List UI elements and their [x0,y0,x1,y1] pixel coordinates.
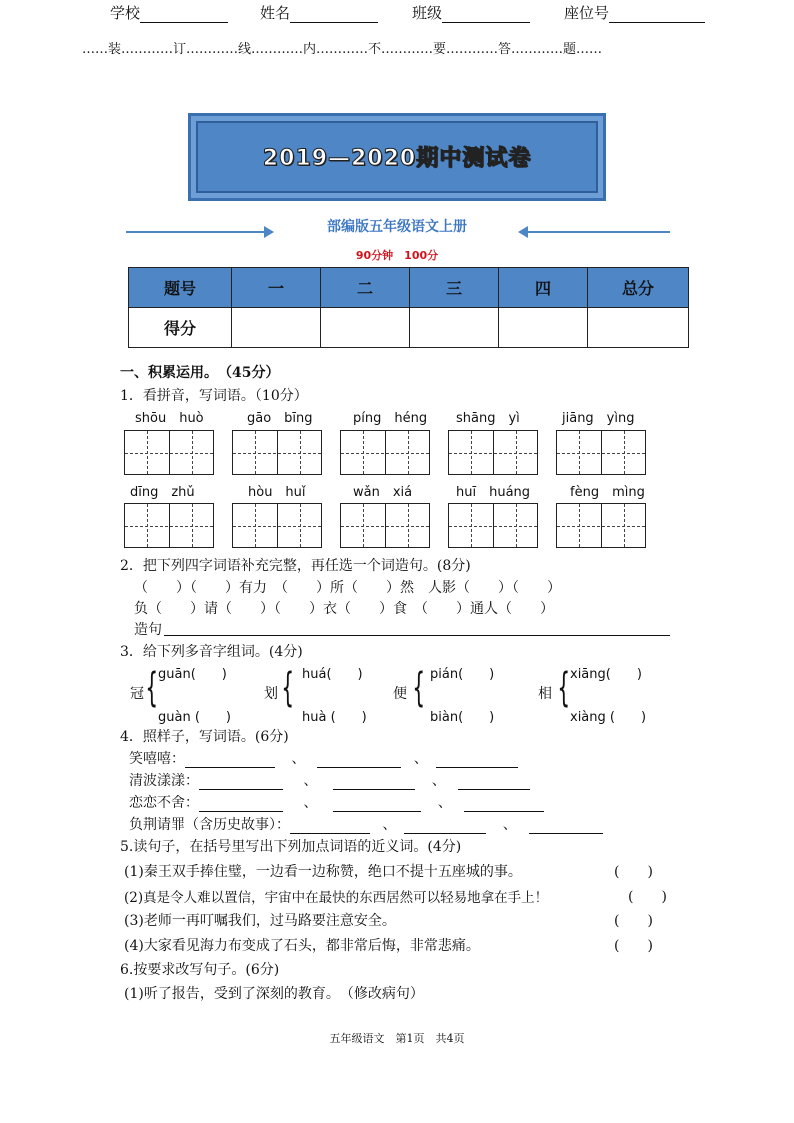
writing-grid[interactable] [556,503,646,548]
question-4: 4．照样子，写词语。(6分) [120,729,289,745]
table-header-cell: 四 [499,268,588,308]
table-header-cell: 题号 [129,268,232,308]
score-row [129,308,689,348]
q2-sentence-label: 造句 [134,622,162,638]
question-2: 2．把下列四字词语补充完整，再任选一个词造句。(8分) [120,558,471,574]
pinyin: fèng mìng [570,485,645,500]
section-1-title: 一、积累运用。 （45分） [120,365,280,381]
polyphone-bottom: huà ( ) [302,710,367,725]
table-header-cell: 三 [410,268,499,308]
writing-grid[interactable] [232,503,322,548]
pinyin: dīng zhǔ [130,485,195,500]
exam-title: 2019—2020期中测试卷 [262,146,532,171]
answer-blank[interactable] [199,775,283,790]
polyphone-top: guān( ) [158,667,227,682]
pinyin: huī huáng [456,485,531,500]
class-blank[interactable] [442,8,530,23]
separator: 、 [291,751,306,767]
score-cell[interactable] [588,308,689,348]
q2-line-2: 负（ ）请（ ）（ ）衣（ ）食 （ ）通人（ ） [134,601,554,617]
score-table [128,267,689,348]
class-label: 班级 [412,4,443,22]
question-5: 5.读句子，在括号里写出下列加点词语的近义词。(4分) [120,839,462,855]
q4-label: 笑嘻嘻： [129,751,185,767]
question-6: 6.按要求改写句子。(6分) [120,962,280,978]
seal-line: ……装…………订…………线…………内…………不…………要…………答…………题…… [82,42,602,57]
answer-paren[interactable]: ( ) [614,938,653,954]
polyphone-top: huá( ) [302,667,363,682]
brace-icon: { [557,665,571,711]
class-field [412,2,530,23]
seat-blank[interactable] [609,8,705,23]
writing-grid[interactable] [448,430,538,475]
brace-icon: { [145,665,159,711]
polyphone-bottom: guàn ( ) [158,710,231,725]
answer-blank[interactable] [185,753,275,768]
writing-grid[interactable] [448,503,538,548]
polyphone-bottom: biàn( ) [430,710,495,725]
school-field [110,2,228,23]
q4-label: 负荆请罪（含历史故事）： [129,817,290,833]
brace-icon: { [412,665,426,711]
q2-line-1: （ ）（ ）有力 （ ）所（ ）然 人影（ ）（ ） [134,580,561,596]
table-header-cell: 二 [321,268,410,308]
polyphone-top: xiāng( ) [570,667,642,682]
sentence-blank[interactable] [164,635,670,636]
time-info: 90分钟 100分 [355,249,439,262]
pinyin: wǎn xiá [353,485,413,500]
answer-blank[interactable] [404,819,486,834]
pinyin: gāo bīng [247,411,313,426]
polyphone-char: 划 [264,686,278,702]
score-table-header [129,268,689,308]
answer-blank[interactable] [458,775,530,790]
separator: 、 [502,817,517,833]
pinyin: jiāng yìng [562,411,635,426]
writing-grid[interactable] [340,503,430,548]
writing-grid[interactable] [556,430,646,475]
school-label: 学校 [110,4,141,22]
polyphone-char: 便 [393,686,407,702]
pinyin: píng héng [353,411,428,426]
q5-item: (4)大家看见海力布变成了石头，都非常后悔，非常悲痛。 [124,938,480,954]
polyphone-char: 冠 [130,686,144,702]
q4-item [129,814,603,834]
question-3: 3．给下列多音字组词。(4分) [120,644,303,660]
separator: 、 [303,795,318,811]
answer-blank[interactable] [529,819,603,834]
score-cell[interactable] [321,308,410,348]
separator: 、 [413,751,428,767]
question-1: 1．看拼音，写词语。（10分） [120,388,308,404]
score-cell[interactable] [410,308,499,348]
polyphone-bottom: xiàng ( ) [570,710,647,725]
separator: 、 [437,795,452,811]
answer-blank[interactable] [333,797,421,812]
q4-item [129,792,544,812]
answer-paren[interactable]: ( ) [614,864,653,880]
q5-item: (1)秦王双手捧住璧，一边看一边称赞，绝口不提十五座城的事。 [124,864,522,880]
table-header-cell: 总分 [588,268,689,308]
table-header-cell: 一 [232,268,321,308]
name-label: 姓名 [260,4,291,22]
q4-label: 清波漾漾： [129,773,199,789]
answer-blank[interactable] [290,819,370,834]
seat-label: 座位号 [564,4,610,22]
pinyin: shāng yì [456,411,520,426]
pinyin: shōu huò [135,411,204,426]
polyphone-top: pián( ) [430,667,495,682]
q5-item: (3)老师一再叮嘱我们，过马路要注意安全。 [124,913,396,929]
separator: 、 [431,773,446,789]
answer-blank[interactable] [464,797,544,812]
answer-paren[interactable]: ( ) [628,889,667,905]
pinyin: hòu huǐ [248,485,306,500]
polyphone-char: 相 [538,686,552,702]
q6-item-1: (1)听了报告，受到了深刻的教育。 （修改病句） [124,986,424,1002]
seat-field [564,2,705,23]
answer-blank[interactable] [333,775,415,790]
answer-blank[interactable] [199,797,283,812]
separator: 、 [303,773,318,789]
separator: 、 [382,817,397,833]
subtitle: 部编版五年级语文上册 [327,219,467,235]
writing-grid[interactable] [340,430,430,475]
writing-grid[interactable] [124,430,214,475]
brace-icon: { [281,665,295,711]
title-banner [188,113,606,201]
writing-grid[interactable] [232,430,322,475]
q4-item [129,748,518,768]
name-field [260,2,378,23]
score-row-label: 得分 [129,308,232,348]
answer-paren[interactable]: ( ) [614,913,653,929]
score-cell[interactable] [232,308,321,348]
name-blank[interactable] [290,8,378,23]
answer-blank[interactable] [317,753,401,768]
q5-item: (2)真是令人难以置信，宇宙中在最快的东西居然可以轻易地拿在手上！ [124,890,549,906]
score-cell[interactable] [499,308,588,348]
page-footer: 五年级语文 第1页 共4页 [329,1032,465,1045]
q4-label: 恋恋不舍： [129,795,199,811]
school-blank[interactable] [140,8,228,23]
writing-grid[interactable] [124,503,214,548]
answer-blank[interactable] [436,753,518,768]
q4-item [129,770,530,790]
